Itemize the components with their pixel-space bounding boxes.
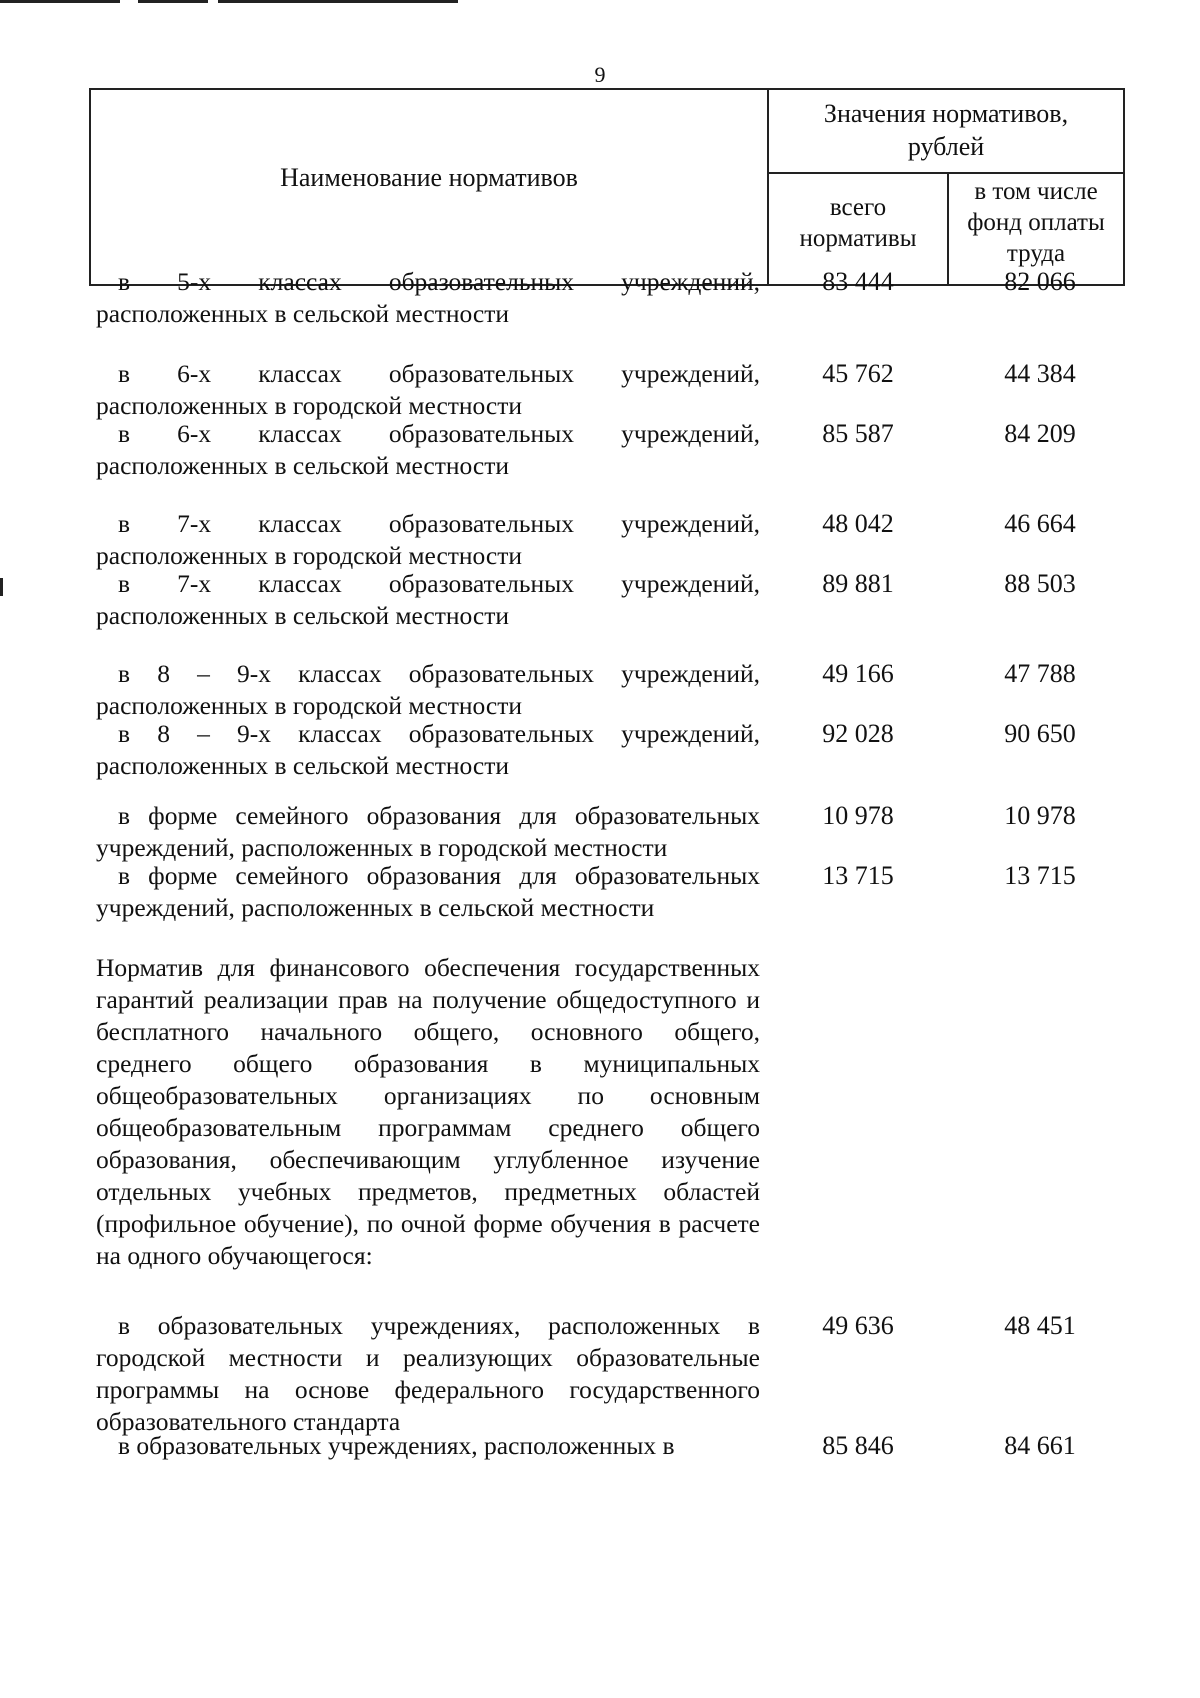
row-description: в форме семейного образования для образовательных учреждений, расположенных в городской местности [96,801,760,862]
row-description: в образовательных учреждениях, расположенных в [118,1431,675,1460]
row-description: в форме семейного образования для образовательных учреждений, расположенных в сельской местности [96,861,760,922]
header-wage-line: в том числе [974,178,1098,205]
page-number: 9 [594,62,606,87]
scan-artifact-top [218,0,458,3]
row-wage-value: 48 451 [1004,1311,1076,1340]
row-total-value: 89 881 [822,569,894,598]
header-total-line: нормативы [799,225,917,252]
row-wage-value: 82 066 [1004,267,1076,296]
row-description: в 7-х классах образовательных учреждений, расположенных в сельской местности [96,569,760,630]
row-description: в 8 – 9-х классах образовательных учреждений, расположенных в сельской местности [96,719,760,780]
row-total-value: 48 042 [822,509,894,538]
row-wage-value: 46 664 [1004,509,1076,538]
row-wage-value: 84 209 [1004,419,1076,448]
row-description: в образовательных учреждениях, расположенных в городской местности и реализующих образовательные программы на основе федерального государственного образовательного стандарта [96,1311,760,1436]
row-wage-value: 47 788 [1004,659,1076,688]
row-total-value: 10 978 [822,801,894,830]
scan-artifact-top [138,0,208,3]
header-wage-line: фонд оплаты [967,209,1105,236]
header-values-group [769,90,1123,174]
header-values-line: рублей [907,132,985,161]
row-description: в 6-х классах образовательных учреждений, расположенных в городской местности [96,359,760,420]
scan-artifact-top [0,0,120,3]
row-total-value: 13 715 [822,861,894,890]
row-total-value: 83 444 [822,267,894,296]
row-wage-value: 88 503 [1004,569,1076,598]
row-description: в 7-х классах образовательных учреждений, расположенных в городской местности [96,509,760,570]
header-values-line: Значения нормативов, [823,99,1069,128]
row-total-value: 49 636 [822,1311,894,1340]
header-total-line: всего [829,194,887,221]
row-wage-value: 90 650 [1004,719,1076,748]
section-description: Норматив для финансового обеспечения государственных гарантий реализации прав на получение общедоступного и бесплатного начального общего, основного общего, среднего общего образования в муниципальных общеобразовательных организациях по основным общеобразовательным программам среднего общего образования, обеспечивающим углубленное изучение отдельных учебных предметов, предметных областей (профильное обучение), по очной форме обучения в расчете на одного обучающегося: [96,953,760,1270]
header-name-column: Наименование нормативов [91,90,769,284]
row-wage-value: 10 978 [1004,801,1076,830]
row-total-value: 85 587 [822,419,894,448]
table-header [89,88,1125,286]
row-total-value: 92 028 [822,719,894,748]
row-wage-value: 44 384 [1004,359,1076,388]
row-total-value: 85 846 [822,1431,894,1460]
header-wage-line: труда [1006,240,1066,267]
row-wage-value: 13 715 [1004,861,1076,890]
row-description: в 6-х классах образовательных учреждений, расположенных в сельской местности [96,419,760,480]
row-description: в 5-х классах образовательных учреждений, расположенных в сельской местности [96,267,760,328]
row-total-value: 45 762 [822,359,894,388]
row-total-value: 49 166 [822,659,894,688]
scan-artifact-edge [0,578,3,596]
row-description: в 8 – 9-х классах образовательных учреждений, расположенных в городской местности [96,659,760,720]
row-wage-value: 84 661 [1004,1431,1076,1460]
